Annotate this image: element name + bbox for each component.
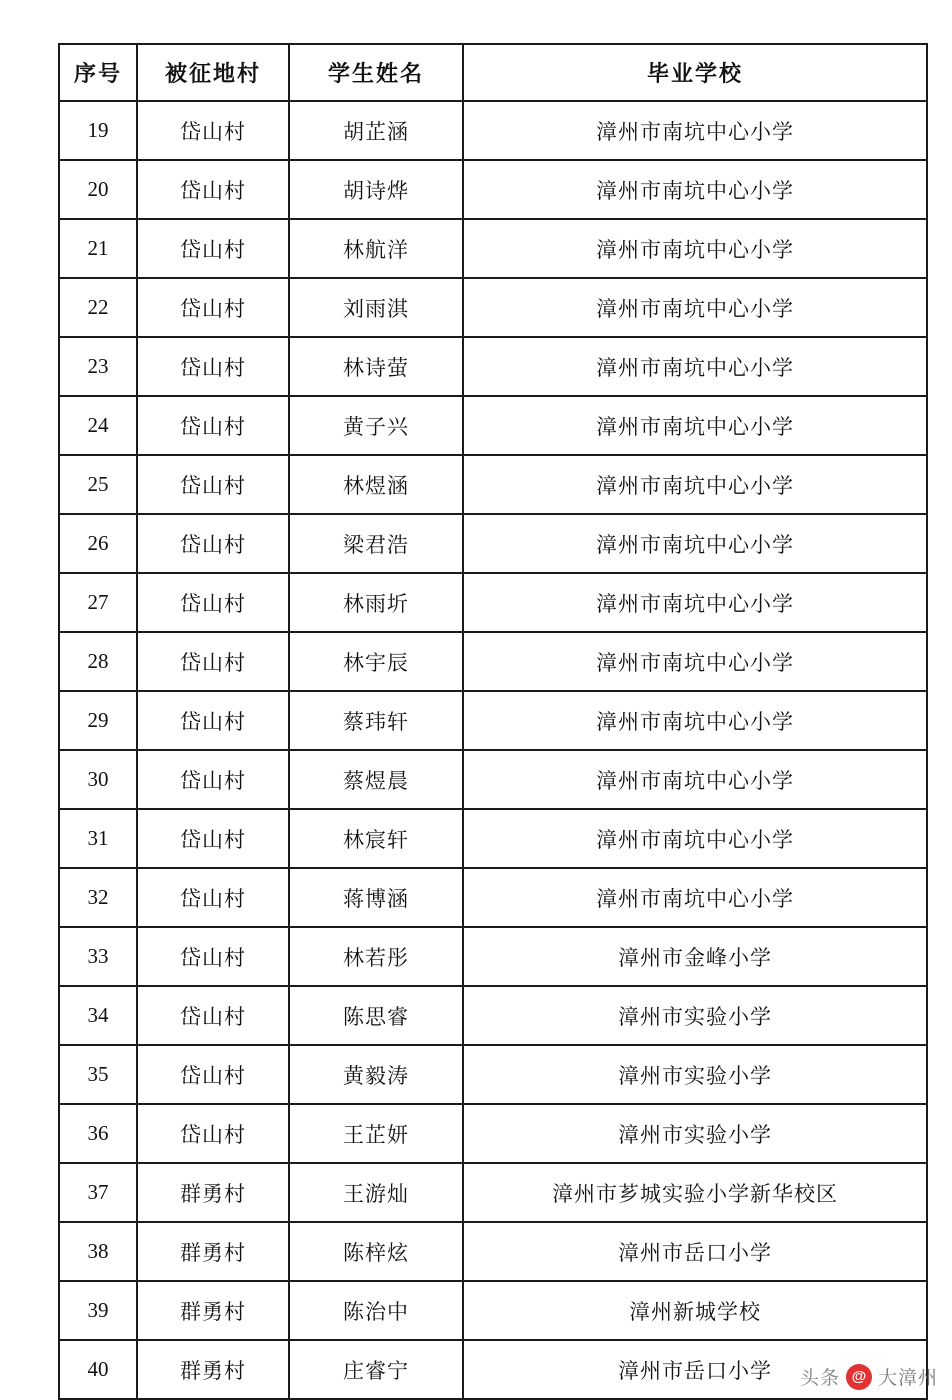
cell-student-name: 胡诗烨 <box>289 160 463 219</box>
cell-school: 漳州市南坑中心小学 <box>463 160 927 219</box>
watermark-platform: 头条 <box>799 1368 840 1389</box>
table-row <box>59 1045 927 1104</box>
cell-index: 36 <box>59 1104 137 1163</box>
cell-village: 群勇村 <box>137 1281 289 1340</box>
column-header-index: 序号 <box>59 44 137 101</box>
cell-village: 岱山村 <box>137 691 289 750</box>
cell-school: 漳州市实验小学 <box>463 986 927 1045</box>
cell-index: 35 <box>59 1045 137 1104</box>
cell-school: 漳州市南坑中心小学 <box>463 809 927 868</box>
cell-village: 岱山村 <box>137 337 289 396</box>
table-header-row <box>59 44 927 101</box>
cell-village: 群勇村 <box>137 1163 289 1222</box>
cell-index: 31 <box>59 809 137 868</box>
cell-index: 21 <box>59 219 137 278</box>
cell-index: 38 <box>59 1222 137 1281</box>
cell-school: 漳州市南坑中心小学 <box>463 101 927 160</box>
cell-village: 岱山村 <box>137 514 289 573</box>
table-row <box>59 750 927 809</box>
cell-student-name: 庄睿宁 <box>289 1340 463 1399</box>
cell-village: 岱山村 <box>137 573 289 632</box>
cell-school: 漳州市岳口小学 <box>463 1340 927 1399</box>
table-row <box>59 632 927 691</box>
cell-index: 33 <box>59 927 137 986</box>
cell-school: 漳州市南坑中心小学 <box>463 396 927 455</box>
column-header-student-name: 学生姓名 <box>289 44 463 101</box>
cell-school: 漳州市南坑中心小学 <box>463 691 927 750</box>
cell-student-name: 林雨圻 <box>289 573 463 632</box>
cell-student-name: 王芷妍 <box>289 1104 463 1163</box>
table-body <box>59 101 927 1399</box>
cell-village: 岱山村 <box>137 986 289 1045</box>
cell-village: 岱山村 <box>137 278 289 337</box>
cell-index: 34 <box>59 986 137 1045</box>
cell-village: 岱山村 <box>137 1104 289 1163</box>
table-row <box>59 1281 927 1340</box>
cell-index: 19 <box>59 101 137 160</box>
cell-student-name: 陈思睿 <box>289 986 463 1045</box>
watermark-account: 大漳州 <box>877 1368 938 1389</box>
cell-student-name: 林煜涵 <box>289 455 463 514</box>
cell-index: 30 <box>59 750 137 809</box>
cell-school: 漳州市南坑中心小学 <box>463 278 927 337</box>
table-row <box>59 927 927 986</box>
cell-index: 27 <box>59 573 137 632</box>
cell-student-name: 蔡玮轩 <box>289 691 463 750</box>
table-row <box>59 278 927 337</box>
cell-student-name: 陈梓炫 <box>289 1222 463 1281</box>
cell-student-name: 林航洋 <box>289 219 463 278</box>
cell-village: 岱山村 <box>137 1045 289 1104</box>
cell-school: 漳州市南坑中心小学 <box>463 514 927 573</box>
cell-student-name: 王游灿 <box>289 1163 463 1222</box>
cell-student-name: 黄子兴 <box>289 396 463 455</box>
table-row <box>59 1104 927 1163</box>
roster-table <box>58 43 928 1400</box>
cell-index: 28 <box>59 632 137 691</box>
cell-index: 39 <box>59 1281 137 1340</box>
cell-student-name: 林宇辰 <box>289 632 463 691</box>
cell-village: 岱山村 <box>137 160 289 219</box>
cell-village: 群勇村 <box>137 1222 289 1281</box>
cell-student-name: 陈治中 <box>289 1281 463 1340</box>
table-row <box>59 160 927 219</box>
cell-school: 漳州市芗城实验小学新华校区 <box>463 1163 927 1222</box>
cell-student-name: 刘雨淇 <box>289 278 463 337</box>
cell-school: 漳州市实验小学 <box>463 1045 927 1104</box>
table-row <box>59 337 927 396</box>
cell-village: 岱山村 <box>137 809 289 868</box>
watermark-logo-icon: @ <box>846 1364 872 1390</box>
table-row <box>59 868 927 927</box>
cell-index: 24 <box>59 396 137 455</box>
cell-school: 漳州市南坑中心小学 <box>463 868 927 927</box>
cell-village: 岱山村 <box>137 396 289 455</box>
table-row <box>59 1340 927 1399</box>
table-row <box>59 396 927 455</box>
column-header-village: 被征地村 <box>137 44 289 101</box>
table-row <box>59 101 927 160</box>
table-header <box>59 44 927 101</box>
table-row <box>59 1222 927 1281</box>
cell-village: 岱山村 <box>137 219 289 278</box>
cell-index: 26 <box>59 514 137 573</box>
cell-school: 漳州市南坑中心小学 <box>463 219 927 278</box>
table-row <box>59 573 927 632</box>
cell-school: 漳州新城学校 <box>463 1281 927 1340</box>
table-row <box>59 514 927 573</box>
table-row <box>59 986 927 1045</box>
roster-table-container <box>58 43 922 1400</box>
cell-village: 岱山村 <box>137 927 289 986</box>
cell-village: 岱山村 <box>137 101 289 160</box>
watermark <box>800 1363 938 1390</box>
cell-student-name: 林宸轩 <box>289 809 463 868</box>
cell-student-name: 梁君浩 <box>289 514 463 573</box>
cell-school: 漳州市实验小学 <box>463 1104 927 1163</box>
cell-student-name: 蔡煜晨 <box>289 750 463 809</box>
column-header-school: 毕业学校 <box>463 44 927 101</box>
cell-school: 漳州市南坑中心小学 <box>463 750 927 809</box>
cell-student-name: 林若彤 <box>289 927 463 986</box>
cell-student-name: 胡芷涵 <box>289 101 463 160</box>
cell-school: 漳州市南坑中心小学 <box>463 337 927 396</box>
cell-index: 23 <box>59 337 137 396</box>
cell-index: 29 <box>59 691 137 750</box>
cell-school: 漳州市南坑中心小学 <box>463 632 927 691</box>
cell-village: 岱山村 <box>137 750 289 809</box>
table-row <box>59 809 927 868</box>
cell-index: 20 <box>59 160 137 219</box>
table-row <box>59 455 927 514</box>
cell-student-name: 蒋博涵 <box>289 868 463 927</box>
cell-school: 漳州市金峰小学 <box>463 927 927 986</box>
table-row <box>59 219 927 278</box>
cell-village: 岱山村 <box>137 632 289 691</box>
cell-index: 37 <box>59 1163 137 1222</box>
cell-village: 岱山村 <box>137 868 289 927</box>
cell-index: 25 <box>59 455 137 514</box>
cell-school: 漳州市南坑中心小学 <box>463 455 927 514</box>
cell-index: 22 <box>59 278 137 337</box>
cell-student-name: 黄毅涛 <box>289 1045 463 1104</box>
cell-index: 40 <box>59 1340 137 1399</box>
table-row <box>59 691 927 750</box>
cell-student-name: 林诗萤 <box>289 337 463 396</box>
cell-village: 岱山村 <box>137 455 289 514</box>
cell-village: 群勇村 <box>137 1340 289 1399</box>
table-row <box>59 1163 927 1222</box>
cell-school: 漳州市岳口小学 <box>463 1222 927 1281</box>
cell-school: 漳州市南坑中心小学 <box>463 573 927 632</box>
cell-index: 32 <box>59 868 137 927</box>
